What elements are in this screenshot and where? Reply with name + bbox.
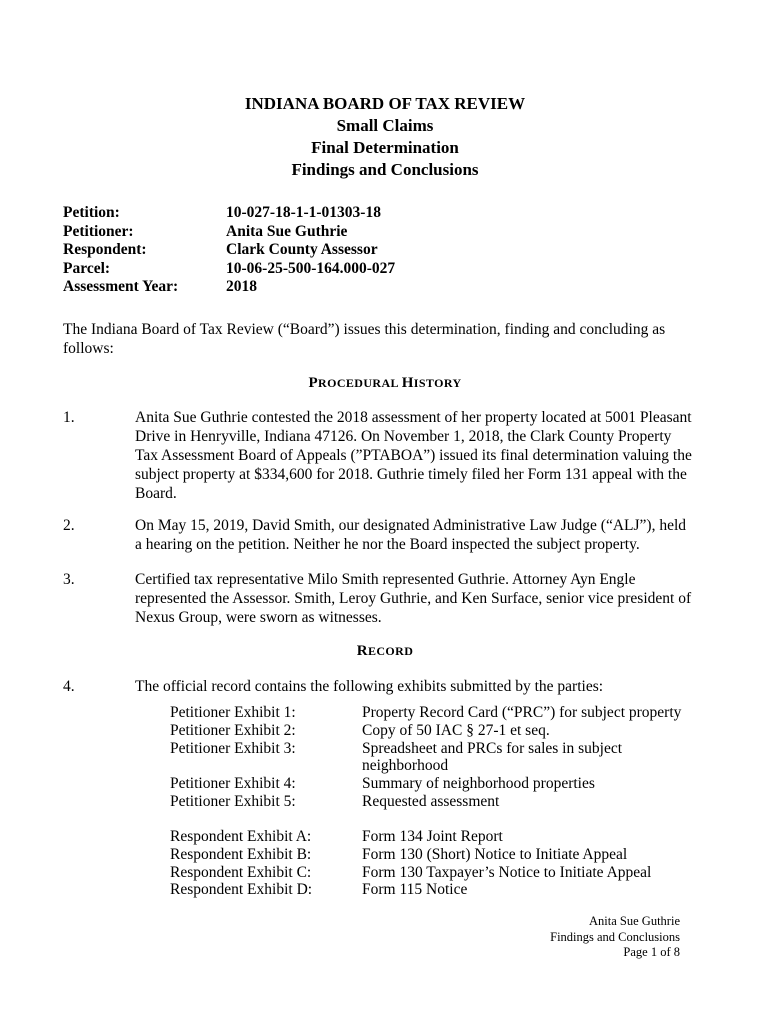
footer-page-number: Page 1 of 8: [623, 945, 680, 959]
paragraph-text: On May 15, 2019, David Smith, our designated Administrative Law Judge (“ALJ”), held a hearing on the petition. Neither he nor the Board inspected the subject property.: [135, 517, 687, 553]
case-info: [63, 204, 395, 297]
numbered-paragraph: [63, 516, 693, 554]
case-info-row: [63, 204, 395, 223]
exhibit-description: Summary of neighborhood properties: [362, 775, 595, 793]
exhibit-description: Copy of 50 IAC § 27-1 et seq.: [362, 721, 550, 739]
paragraph-text: Certified tax representative Milo Smith represented Guthrie. Attorney Ayn Engle represented the Assessor. Smith, Leroy Guthrie, and Ken Surface, senior vice president of Nexus Group, were sworn as witnesses.: [135, 571, 692, 626]
petitioner-value: Anita Sue Guthrie: [226, 222, 348, 240]
paragraph-text: The official record contains the following exhibits submitted by the parties:: [135, 678, 604, 695]
exhibit-row: [170, 846, 692, 864]
petition-label: Petition:: [63, 204, 120, 221]
respondent-exhibit-list: [170, 828, 692, 899]
exhibit-row: [170, 775, 692, 793]
exhibit-label: Respondent Exhibit A:: [170, 828, 312, 845]
exhibit-row: [170, 881, 692, 899]
exhibit-label: Petitioner Exhibit 2:: [170, 721, 296, 739]
section-heading-procedural-history: [0, 375, 770, 392]
paragraph-number: 4.: [63, 678, 75, 695]
exhibit-row: [170, 864, 692, 882]
case-info-row: [63, 260, 395, 279]
petition-value: 10-027-18-1-1-01303-18: [226, 204, 381, 221]
exhibit-description: Form 134 Joint Report: [362, 828, 503, 845]
intro-paragraph: The Indiana Board of Tax Review (“Board”) issues this determination, finding and concluding as follows:: [63, 321, 666, 357]
petitioner-exhibit-list: [170, 704, 692, 811]
title-line-1: INDIANA BOARD OF TAX REVIEW: [244, 94, 526, 113]
case-info-row: [63, 241, 395, 260]
exhibit-label: Petitioner Exhibit 4:: [170, 775, 296, 793]
exhibit-description: Form 130 Taxpayer’s Notice to Initiate Appeal: [362, 863, 652, 881]
title-line-3: Final Determination: [311, 138, 459, 157]
exhibit-row: [170, 722, 692, 740]
parcel-value: 10-06-25-500-164.000-027: [226, 259, 396, 277]
numbered-paragraph: [63, 570, 693, 627]
document-title: [0, 93, 770, 181]
exhibit-row: [170, 740, 692, 776]
exhibit-label: Respondent Exhibit D:: [170, 881, 313, 899]
footer-case-name: Anita Sue Guthrie: [589, 914, 680, 928]
respondent-value: Clark County Assessor: [226, 241, 378, 258]
case-info-row: [63, 223, 395, 242]
paragraph-number: 2.: [63, 517, 75, 534]
numbered-paragraph: [63, 677, 693, 696]
respondent-label: Respondent:: [63, 241, 147, 258]
heading-rest: ISTORY: [413, 376, 462, 390]
exhibit-row: [170, 793, 692, 811]
petitioner-label: Petitioner:: [63, 222, 134, 240]
exhibit-label: Petitioner Exhibit 5:: [170, 792, 296, 810]
heading-initial: H: [401, 375, 414, 391]
exhibit-label: Respondent Exhibit B:: [170, 845, 312, 863]
paragraph-text: Anita Sue Guthrie contested the 2018 assessment of her property located at 5001 Pleasant Drive in Henryville, Indiana 47126. On November 1, 2018, the Clark County Property Tax Assessment Board of Appeals (”PTABOA”) issued its final determination valuing the subject property at $334,600 for 2018. Guthrie timely filed her Form 131 appeal with the Board.: [135, 409, 692, 502]
exhibit-description: Form 130 (Short) Notice to Initiate Appeal: [362, 845, 628, 863]
title-line-4: Findings and Conclusions: [291, 160, 479, 179]
parcel-label: Parcel:: [63, 259, 111, 277]
heading-initial: R: [356, 643, 368, 659]
exhibit-label: Respondent Exhibit C:: [170, 863, 312, 881]
title-line-2: Small Claims: [336, 116, 434, 135]
section-heading-record: [0, 643, 770, 660]
exhibit-description: Requested assessment: [362, 792, 500, 810]
paragraph-number: 1.: [63, 409, 75, 426]
numbered-paragraph: [63, 408, 693, 503]
exhibit-description: Spreadsheet and PRCs for sales in subject neighborhood: [362, 739, 623, 775]
paragraph-number: 3.: [63, 571, 75, 588]
assessment-year-label: Assessment Year:: [63, 278, 179, 295]
exhibit-label: Petitioner Exhibit 3:: [170, 739, 296, 757]
exhibit-description: Form 115 Notice: [362, 881, 468, 899]
exhibit-row: [170, 828, 692, 846]
exhibit-description: Property Record Card (“PRC”) for subject property: [362, 704, 682, 721]
heading-rest: ROCEDURAL: [318, 376, 402, 390]
heading-initial: P: [308, 375, 319, 391]
page-footer: [550, 914, 680, 961]
heading-rest: ECORD: [367, 644, 414, 658]
exhibit-row: [170, 704, 692, 722]
exhibit-label: Petitioner Exhibit 1:: [170, 704, 296, 721]
assessment-year-value: 2018: [226, 278, 257, 295]
case-info-row: [63, 278, 395, 297]
footer-document-type: Findings and Conclusions: [550, 929, 680, 944]
